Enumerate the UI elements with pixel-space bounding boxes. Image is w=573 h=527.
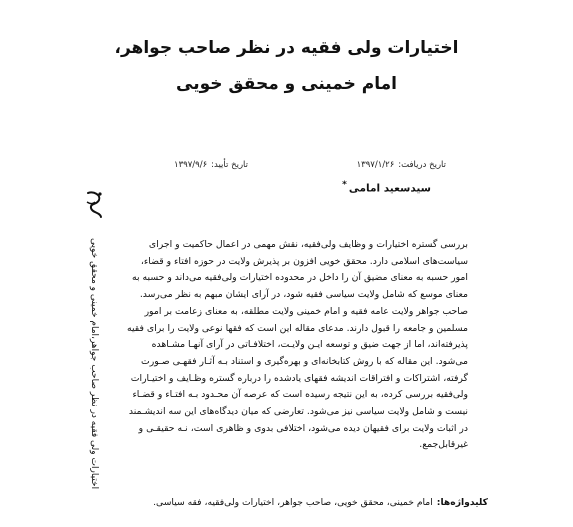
paper-title-line-1: اختیارات ولی فقیه در نظر صاحب جواهر، <box>114 38 459 58</box>
abstract-line: مسلمین و جامعه را قبول دارند. مدعای مقاله این است که فقها نوعی ولایت را برای فقیه <box>127 322 468 334</box>
abstract-line: نیست و شامل ولایت سیاسی نیز می‌شود. تعارضی که میان دیدگاه‌های این سه اندیشـمند <box>128 406 468 418</box>
running-head-vertical: اختیارات ولی فقیه در نظر صاحب جواهر،امام خمینی و محقق خویی <box>89 237 99 489</box>
abstract-line: در اثبات ولایت برای فقیهان دیده می‌شود، اختلافی بدوی و ظاهری است، نـه حقیقـی و <box>138 422 468 434</box>
abstract-line: می‌شود. این مقاله که با روش کتابخانه‌ای و بهره‌گیری و استناد بـه آثـار فقهـی صـورت <box>141 355 468 367</box>
received-date <box>357 160 446 170</box>
abstract-line: معنای موسع که شامل ولایت سیاسی فقیه شود، در آرای ایشان مبهم به نظر می‌رسد. <box>139 289 468 301</box>
approved-date-value: ۱۳۹۷/۹/۶ <box>174 160 208 170</box>
received-date-label: تاریخ دریافت: <box>398 160 446 170</box>
keywords-label: کلیدواژه‌ها: <box>436 497 488 508</box>
approved-date <box>174 160 248 170</box>
author-footnote-mark: * <box>342 180 347 190</box>
received-date-value: ۱۳۹۷/۱/۲۶ <box>356 160 395 170</box>
abstract-line: صاحب جواهر ولایت عامه فقیه و امام خمینی ولایت مطلقه، به معنای زعامت بر امور <box>144 305 468 317</box>
author-name-text: سیدسعید امامی <box>348 182 431 195</box>
abstract-line: گرفته، اشتراکات و افتراقات اندیشه فقهای یادشده را درباره گستره وظـایف و اختیـارات <box>130 372 468 384</box>
abstract-line: غیرقابل‌جمع. <box>419 439 468 451</box>
author-name <box>342 180 431 195</box>
keywords-value: امام خمینی، محقق خویی، صاحب جواهر، اختیارات ولی‌فقیه، فقه سیاسی. <box>153 497 433 508</box>
abstract-line: ولی‌فقیه بررسی کرده، به این نتیجه رسیده است که عرصه آن محـدود بـه افتـاء و قضـاء <box>132 389 468 401</box>
abstract-line: پذیرفته‌اند، اما از جهت ضیق و توسعه ایـن ولایـت، اختلافـاتی در آرای آنهـا مشـاهده <box>151 339 468 351</box>
abstract <box>42 237 468 454</box>
abstract-line: امور حسبه به معنای مضیق آن را داخل در محدوده اختیارات ولی‌فقیه می‌داند و حسبه به <box>132 272 468 284</box>
paper-title-line-2: امام خمینی و محقق خویی <box>176 74 397 94</box>
abstract-line: بررسی گستره اختیارات و وظایف ولی‌فقیه، نقش مهمی در اعمال حاکمیت و اجرای <box>148 239 468 250</box>
approved-date-label: تاریخ تأیید: <box>211 160 248 170</box>
abstract-line: سیاست‌های اسلامی دارد. محقق خویی افزون بر پذیرش ولایت در حوزه افتاء و قضاء، <box>140 255 468 267</box>
keywords <box>153 497 488 508</box>
